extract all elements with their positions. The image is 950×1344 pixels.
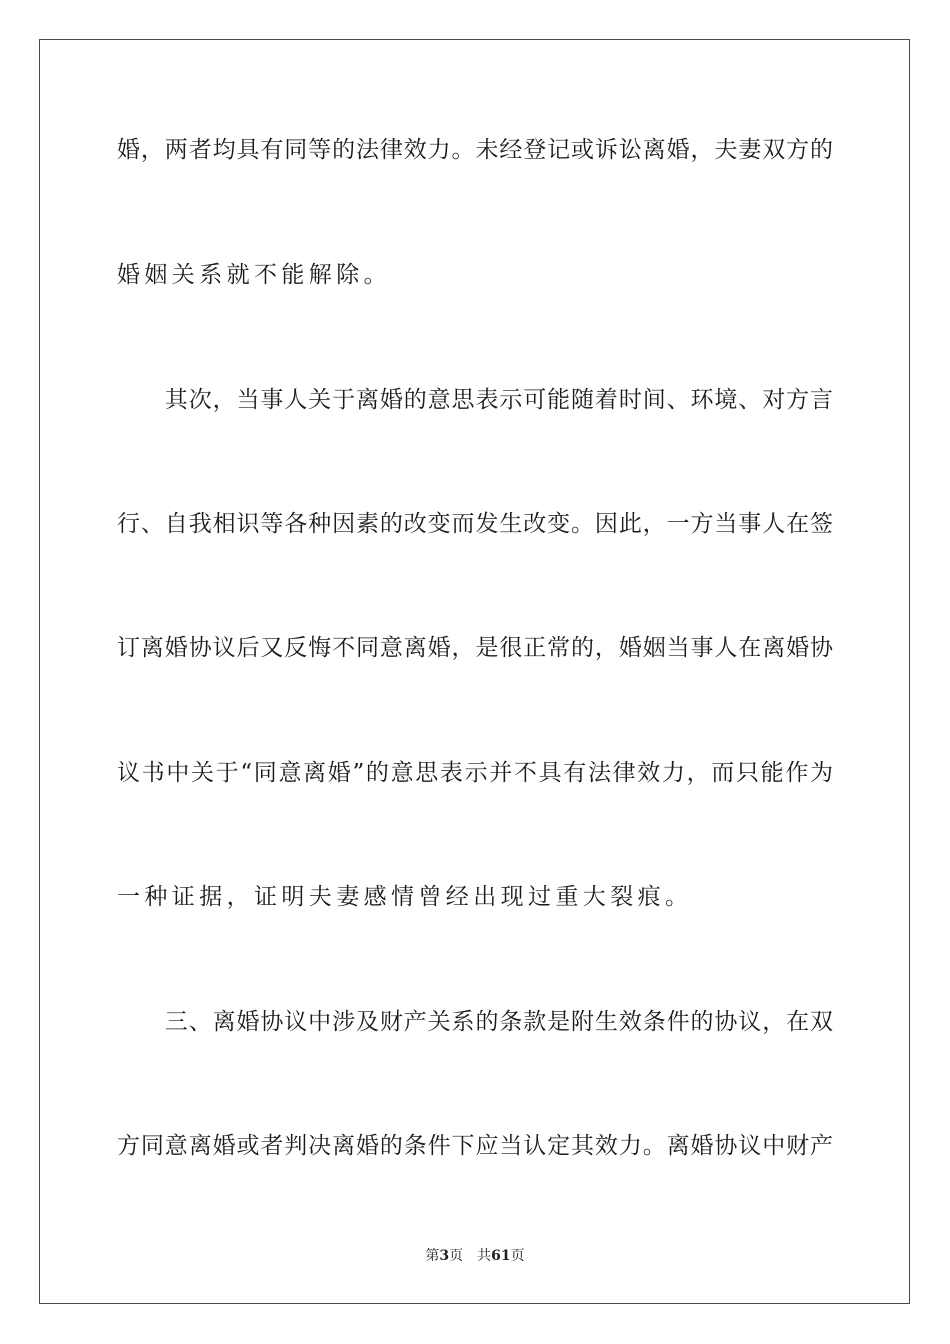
text-line: 婚姻关系就不能解除。 <box>117 262 391 288</box>
text-line: 一种证据，证明夫妻感情曾经出现过重大裂痕。 <box>117 884 693 910</box>
text-line: 三、离婚协议中涉及财产关系的条款是附生效条件的协议，在双 <box>117 1009 833 1035</box>
text-line: 订离婚协议后又反悔不同意离婚，是很正常的，婚姻当事人在离婚协 <box>117 635 833 661</box>
text-line: 行、自我相识等各种因素的改变而发生改变。因此，一方当事人在签 <box>117 511 833 537</box>
text-line: 方同意离婚或者判决离婚的条件下应当认定其效力。离婚协议中财产 <box>117 1133 833 1159</box>
text-line: 婚，两者均具有同等的法律效力。未经登记或诉讼离婚，夫妻双方的 <box>117 137 833 163</box>
page-prefix: 第 <box>425 1248 440 1264</box>
page-border <box>39 39 910 1304</box>
total-suffix: 页 <box>510 1248 525 1264</box>
page-suffix: 页 <box>449 1248 464 1264</box>
page-total: 61 <box>491 1248 511 1264</box>
page-footer <box>0 1246 950 1266</box>
page-current: 3 <box>439 1248 450 1264</box>
text-line: 其次，当事人关于离婚的意思表示可能随着时间、环境、对方言 <box>117 387 833 413</box>
total-prefix: 共 <box>477 1248 492 1264</box>
text-line: 议书中关于“同意离婚”的意思表示并不具有法律效力，而只能作为 <box>117 760 833 786</box>
